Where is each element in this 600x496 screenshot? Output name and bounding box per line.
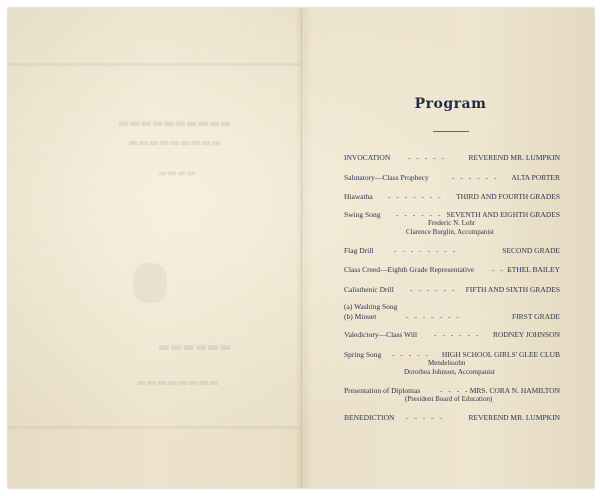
item-note: (President Board of Education): [405, 395, 493, 403]
program-item: [344, 330, 560, 340]
program-item: [344, 265, 560, 275]
item-note: Dorothea Johnson, Accompanist: [404, 368, 495, 376]
item-label: (a) Washing Song: [344, 302, 398, 311]
item-performer: FIFTH AND SIXTH GRADES: [465, 285, 560, 294]
program-item: [344, 285, 560, 295]
item-note: Clarence Burglin, Accompanist: [406, 228, 494, 236]
item-performer: THIRD AND FOURTH GRADES: [456, 192, 560, 201]
bleed-through-text: ▬▬▬▬▬▬: [158, 340, 232, 355]
leader-dots: - - - -: [440, 386, 470, 395]
item-performer: REVEREND MR. LUMPKIN: [468, 153, 560, 162]
bleed-through-text: ▬▬▬▬▬▬▬▬▬: [128, 136, 222, 149]
leader-dots: - - - - - -: [434, 330, 481, 339]
program-item: [344, 312, 560, 322]
title-divider: [433, 131, 469, 132]
item-label: Calisthenic Drill: [344, 285, 394, 294]
item-label: Presentation of Diplomas: [344, 386, 421, 395]
leader-dots: - - - - - -: [396, 210, 443, 219]
item-label: Swing Song: [344, 210, 381, 219]
program-item: [344, 302, 560, 312]
item-performer: FIRST GRADE: [512, 312, 560, 321]
program-item: [344, 192, 560, 202]
item-performer: SECOND GRADE: [502, 246, 560, 255]
leader-dots: - - - - -: [392, 350, 430, 359]
leader-dots: - - - - - - -: [406, 312, 461, 321]
bleed-through-text: ▬▬▬▬▬▬▬▬: [136, 376, 220, 389]
item-note: Mendelssohn: [428, 359, 466, 367]
item-label: Hiawatha: [344, 192, 373, 201]
item-label: Salutatory—Class Prophecy: [344, 173, 429, 182]
bleed-through-emblem: [133, 263, 167, 303]
item-label: Class Creed—Eighth Grade Representative: [344, 265, 475, 274]
bleed-band: [8, 426, 301, 429]
item-performer: RODNEY JOHNSON: [492, 330, 560, 339]
item-performer: ALTA PORTER: [511, 173, 560, 182]
bleed-band: [8, 63, 301, 66]
bleed-through-text: ▬▬▬▬▬▬▬▬▬▬: [118, 116, 232, 130]
leader-dots: - - - - - -: [452, 173, 499, 182]
item-label: Flag Drill: [344, 246, 374, 255]
item-label: (b) Minuet: [344, 312, 377, 321]
item-performer: REVEREND MR. LUMPKIN: [468, 413, 560, 422]
leader-dots: - - - - - - - -: [394, 246, 458, 255]
item-performer: ETHEL BAILEY: [507, 265, 560, 274]
leader-dots: - - - - -: [408, 153, 446, 162]
item-label: Spring Song: [344, 350, 382, 359]
program-item: [344, 173, 560, 183]
leader-dots: - - - - - - -: [388, 192, 443, 201]
program-sheet: [8, 8, 594, 488]
leader-dots: - - - - -: [406, 413, 444, 422]
item-label: BENEDICTION: [344, 413, 395, 422]
bleed-through-text: ▬▬▬▬: [158, 168, 196, 179]
program-item: [344, 153, 560, 163]
item-performer: MRS. CORA N. HAMILTON: [469, 386, 560, 395]
program-item: [344, 413, 560, 423]
item-label: INVOCATION: [344, 153, 391, 162]
program-title: Program: [414, 96, 487, 112]
item-performer: HIGH SCHOOL GIRLS' GLEE CLUB: [441, 350, 560, 359]
program-item: [344, 246, 560, 256]
center-fold: [301, 8, 303, 488]
leader-dots: - - -: [492, 265, 514, 274]
item-performer: SEVENTH AND EIGHTH GRADES: [446, 210, 560, 219]
item-label: Valedictory—Class Will: [344, 330, 418, 339]
leader-dots: - - - - - -: [410, 285, 457, 294]
item-note: Frederic N. Lohr: [428, 219, 476, 227]
